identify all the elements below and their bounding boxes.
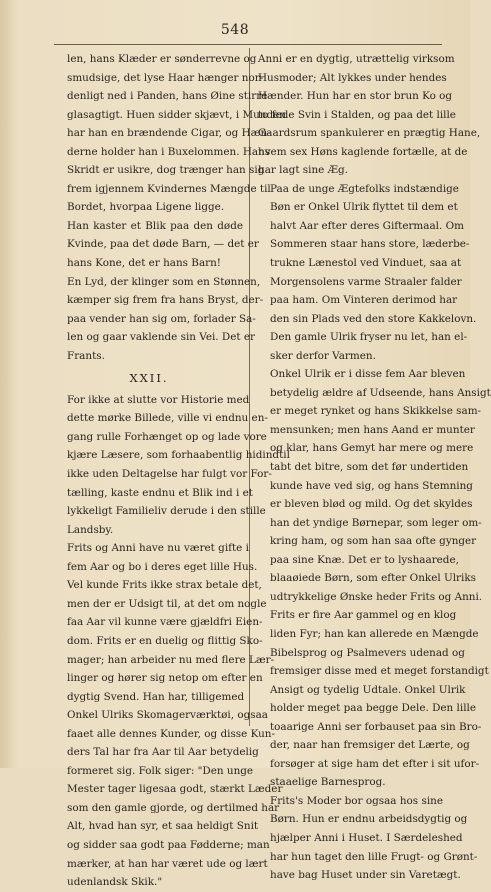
text-line: Frits er fire Aar gammel og en klog <box>270 609 457 622</box>
text-line: Kvinde, paa det døde Barn, — det er <box>67 238 259 251</box>
text-line: Mester tager ligesaa godt, stærkt Læder <box>67 783 283 796</box>
text-line: og sidder saa godt paa Fødderne; man <box>67 838 270 851</box>
text-line: have bag Huset under sin Varetægt. <box>270 869 461 882</box>
text-line: derne holder han i Buxelommen. Hans <box>67 145 271 158</box>
text-line: udtrykkelige Ønske heder Frits og Anni. <box>270 590 483 603</box>
text-line: Alt, hvad han syr, et saa heldigt Snit <box>67 820 259 833</box>
text-line: mensunken; men hans Aand er munter <box>270 423 475 436</box>
text-line: Bordet, hvorpaa Ligene ligge. <box>67 201 225 214</box>
text-line: holder meget paa begge Dele. Den lille <box>270 702 476 715</box>
text-line: gang rulle Forhænget op og lade vore <box>67 430 267 443</box>
text-line: paa ham. Om Vinteren derimod har <box>270 294 458 307</box>
text-line: er bleven blød og mild. Og det skyldes <box>270 498 473 511</box>
text-line: kæmper sig frem fra hans Bryst, der- <box>67 294 264 307</box>
text-line: glasagtigt. Huen sidder skjævt, i Munden <box>67 108 286 121</box>
text-line: En Lyd, der klinger som en Stønnen, <box>67 275 261 288</box>
text-line: har hun taget den lille Frugt- og Grønt- <box>270 850 478 863</box>
header-rule <box>54 44 442 45</box>
text-line: staaelige Barnesprog. <box>270 776 386 789</box>
text-line: lykkeligt Familieliv derude i den stille <box>67 505 266 518</box>
chapter-heading: XXII. <box>129 371 169 386</box>
text-line: Anni er en dygtig, utrættelig virksom <box>258 53 455 65</box>
text-line: men der er Udsigt til, at det om nogle <box>67 597 267 610</box>
text-line: der, naar han fremsiger det Lærte, og <box>270 739 470 752</box>
text-line: hans Kone, det er hans Barn! <box>67 257 221 270</box>
text-line: halvt Aar efter deres Giftermaal. Om <box>270 219 464 232</box>
text-line: Bøn er Onkel Ulrik flyttet til dem et <box>270 201 458 214</box>
text-line: len og gaar vaklende sin Vei. Det er <box>67 331 255 344</box>
paragraph <box>258 180 477 365</box>
text-line: og klar, hans Gemyt har mere og mere <box>270 442 474 455</box>
text-line: to fede Svin i Stalden, og paa det lille <box>258 108 456 121</box>
text-line: Frants. <box>67 349 105 362</box>
text-line: Paa de unge Ægtefolks indstændige <box>270 182 459 195</box>
text-line: tælling, kaste endnu et Blik ind i et <box>67 486 253 499</box>
text-line: kring ham, og som han saa ofte gynger <box>270 535 477 548</box>
paragraph <box>258 50 481 180</box>
text-line: Bibelsprog og Psalmevers udenad og <box>270 646 465 659</box>
paragraph <box>55 217 259 273</box>
text-line: fem Aar og bo i deres eget lille Hus. <box>67 560 258 573</box>
text-line: Onkel Ulrik er i disse fem Aar bleven <box>270 368 466 381</box>
text-line: paa vender han sig om, forlader Sa- <box>67 312 256 325</box>
text-line: liden Fyr; han kan allerede en Mængde <box>270 627 479 640</box>
text-line: kunde have ved sig, og hans Stemning <box>270 479 473 492</box>
paragraph <box>55 273 264 366</box>
text-line: trukne Lænestol ved Vinduet, saa at <box>270 257 462 270</box>
paragraph <box>55 539 283 891</box>
text-line: betydelig ældre af Udseende, hans Ansigt <box>270 386 491 399</box>
text-line: Sommeren staar hans store, læderbe- <box>270 238 470 251</box>
text-line: Gaardsrum spankulerer en prægtig Hane, <box>258 127 481 140</box>
text-line: formeret sig. Folk siger: "Den unge <box>67 764 254 777</box>
text-line: smudsige, det lyse Haar hænger nor- <box>67 71 264 84</box>
text-line: denligt ned i Panden, hans Øine stirre <box>67 90 268 103</box>
text-line: sker derfor Varmen. <box>270 349 376 362</box>
text-line: Landsby. <box>67 523 114 536</box>
page-number: 548 <box>220 22 250 38</box>
text-line: Husmoder; Alt lykkes under hendes <box>258 71 447 84</box>
text-line: ders Tal har fra Aar til Aar betydelig <box>67 746 259 759</box>
text-line: toaarige Anni ser forbauset paa sin Bro- <box>270 720 482 733</box>
text-line: len, hans Klæder er sønderrevne og <box>67 53 257 65</box>
paragraph <box>258 792 478 885</box>
text-line: For ikke at slutte vor Historie med <box>67 393 250 406</box>
text-line: Frits og Anni have nu været gifte i <box>67 542 249 555</box>
text-line: faa Aar vil kunne være gjældfri Eien- <box>67 616 263 629</box>
text-line: Ansigt og tydelig Udtale. Onkel Ulrik <box>270 683 466 696</box>
text-line: han det yndige Børnepar, som leger om- <box>270 516 482 529</box>
text-line: faaet alle dennes Kunder, og disse Kun- <box>67 727 276 740</box>
text-line: mærker, at han har været ude og lært <box>67 857 268 870</box>
text-line: har han en brændende Cigar, og Hæn- <box>67 127 271 140</box>
text-line: Den gamle Ulrik fryser nu let, han el- <box>270 331 468 344</box>
text-line: har lagt sine Æg. <box>258 164 348 177</box>
paragraph <box>55 391 290 539</box>
text-line: dette mørke Billede, ville vi endnu en- <box>67 412 268 425</box>
paragraph <box>258 365 491 792</box>
text-line: fremsiger disse med et meget forstandigt <box>270 665 489 678</box>
left-column <box>55 50 290 892</box>
text-line: ikke uden Deltagelse har fulgt vor For- <box>67 468 272 481</box>
text-line: dygtig Svend. Han har, tilligemed <box>67 690 245 703</box>
text-line: dom. Frits er en duelig og flittig Sko- <box>67 634 263 647</box>
text-line: Morgensolens varme Straaler falder <box>270 275 462 288</box>
text-line: Han kaster et Blik paa den døde <box>67 219 243 232</box>
text-line: Frits's Moder bor ogsaa hos sine <box>270 794 443 807</box>
text-line: paa sine Knæ. Det er to lyshaarede, <box>270 553 459 566</box>
text-line: udenlandsk Skik." <box>67 876 163 889</box>
text-line: Onkel Ulriks Skomagerværktøi, ogsaa <box>67 709 268 722</box>
text-line: som den gamle gjorde, og dertilmed har <box>67 801 280 814</box>
text-line: frem igjennem Kvindernes Mængde til <box>67 182 271 195</box>
text-line: er meget rynket og hans Skikkelse sam- <box>270 405 482 418</box>
text-line: Vel kunde Frits ikke strax betale det, <box>67 579 262 592</box>
text-line: kjære Læsere, som forhaabentlig hidindtil <box>67 449 290 462</box>
text-line: mager; han arbeider nu med flere Lær- <box>67 653 275 666</box>
text-line: linger og hører sig netop om efter en <box>67 672 263 685</box>
text-line: hjælper Anni i Huset. I Særdeleshed <box>270 831 463 844</box>
text-line: Børn. Hun er endnu arbeidsdygtig og <box>270 813 468 826</box>
text-line: Hænder. Hun har en stor brun Ko og <box>258 90 453 103</box>
text-line: forsøger at sige ham det efter i sit ufor- <box>270 757 480 770</box>
text-line: Skridt er usikre, dog trænger han sig <box>67 164 265 177</box>
right-column <box>258 50 491 885</box>
text-line: hvem sex Høns kaglende fortælle, at de <box>258 145 468 158</box>
text-line: den sin Plads ved den store Kakkelovn. <box>270 312 477 325</box>
text-line: tabt det bitre, som det før undertiden <box>270 461 469 474</box>
text-line: blaaøiede Børn, som efter Onkel Ulriks <box>270 572 476 585</box>
paragraph <box>55 50 286 217</box>
